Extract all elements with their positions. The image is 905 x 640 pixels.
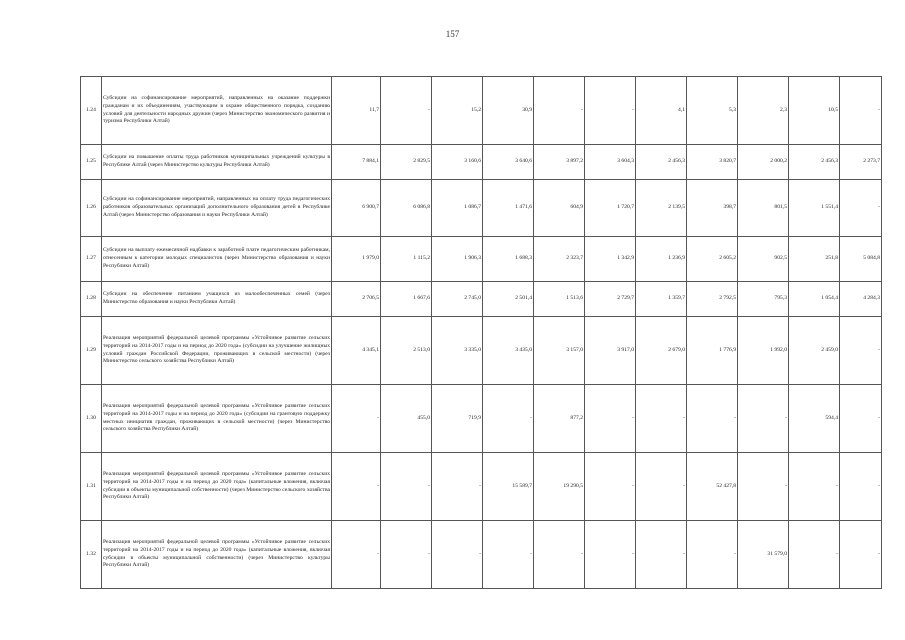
value-cell: 6 900,7 xyxy=(332,180,381,237)
value-cell: 455,0 xyxy=(381,385,432,453)
table-row xyxy=(81,145,882,180)
value-cell: 11,7 xyxy=(332,77,381,145)
value-cell: - xyxy=(534,77,585,145)
value-cell: - xyxy=(789,521,840,589)
value-cell: - xyxy=(534,521,585,589)
value-cell: - xyxy=(840,521,882,589)
value-cell: - xyxy=(332,385,381,453)
value-cell: 1 992,0 xyxy=(738,317,789,385)
value-cell: 2 459,0 xyxy=(789,317,840,385)
value-cell: - xyxy=(840,77,882,145)
value-cell: - xyxy=(432,453,483,521)
row-number-cell: 1.25 xyxy=(81,145,102,180)
value-cell: 1 979,0 xyxy=(332,237,381,282)
value-cell: 2 139,5 xyxy=(636,180,687,237)
value-cell: - xyxy=(332,453,381,521)
value-cell: - xyxy=(381,521,432,589)
value-cell: 3 897,2 xyxy=(534,145,585,180)
value-cell: - xyxy=(483,521,534,589)
value-cell: 3 917,0 xyxy=(585,317,636,385)
value-cell: - xyxy=(381,77,432,145)
measure-name-cell: Реализация мероприятий федеральной целевой программы «Устойчивое развитие сельских территорий на 2014-2017 годы и на период до 2020 года» (субсидии на грантовую поддержку местных инициатив граждан, проживающих в сельской местности) (через Министерство сельского хозяйства Республики Алтай) xyxy=(102,385,332,453)
value-cell: - xyxy=(585,385,636,453)
value-cell: 4 284,3 xyxy=(840,282,882,317)
value-cell: 902,5 xyxy=(738,237,789,282)
value-cell: 1 720,7 xyxy=(585,180,636,237)
value-cell: 15 589,7 xyxy=(483,453,534,521)
value-cell: 801,5 xyxy=(738,180,789,237)
value-cell: 594,4 xyxy=(789,385,840,453)
measure-name-cell: Реализация мероприятий федеральной целевой программы «Устойчивое развитие сельских территорий на 2014-2017 годы и на период до 2020 года» (капитальные вложения, включая субсидии в объекты муниципальной собственности) (через Министерство культуры Республики Алтай) xyxy=(102,521,332,589)
value-cell: 604,9 xyxy=(534,180,585,237)
measure-name-cell: Субсидии на софинансирование мероприятий, направленных на оказание поддержки гражданам и их объединениям, участвующим в охране общественного порядка, созданию условий для деятельности народных дружин (через Министерство экономического развития и туризма Республики Алтай) xyxy=(102,77,332,145)
value-cell: 30,9 xyxy=(483,77,534,145)
value-cell: 2 501,4 xyxy=(483,282,534,317)
value-cell: 719,9 xyxy=(432,385,483,453)
value-cell: - xyxy=(636,385,687,453)
row-number-cell: 1.32 xyxy=(81,521,102,589)
value-cell: 2 323,7 xyxy=(534,237,585,282)
value-cell: - xyxy=(432,521,483,589)
table-row xyxy=(81,521,882,589)
measure-name-cell: Субсидии на обеспечение питанием учащихся из малообеспеченных семей (через Министерство образования и науки Республики Алтай) xyxy=(102,282,332,317)
value-cell: 7 884,1 xyxy=(332,145,381,180)
value-cell: - xyxy=(840,453,882,521)
value-cell: - xyxy=(585,521,636,589)
value-cell: 1 054,4 xyxy=(789,282,840,317)
value-cell: 1 688,3 xyxy=(483,237,534,282)
value-cell: - xyxy=(585,77,636,145)
value-cell: - xyxy=(381,453,432,521)
value-cell: - xyxy=(636,453,687,521)
value-cell: - xyxy=(840,317,882,385)
value-cell: 1 471,6 xyxy=(483,180,534,237)
measure-name-cell: Реализация мероприятий федеральной целевой программы «Устойчивое развитие сельских территорий на 2014-2017 годы и на период до 2020 года» (капитальные вложения, включая субсидии в объекты муниципальной собственности) (через Министерство сельского хозяйства Республики Алтай) xyxy=(102,453,332,521)
value-cell: 2 605,2 xyxy=(687,237,738,282)
value-cell: 1 342,9 xyxy=(585,237,636,282)
row-number-cell: 1.27 xyxy=(81,237,102,282)
table-row xyxy=(81,453,882,521)
value-cell: 1 906,3 xyxy=(432,237,483,282)
measure-name-cell: Субсидии на повышение оплаты труда работников муниципальных учреждений культуры в Республике Алтай (через Министерство культуры Республики Алтай) xyxy=(102,145,332,180)
value-cell: 3 604,3 xyxy=(585,145,636,180)
value-cell: 398,7 xyxy=(687,180,738,237)
value-cell: 1 086,7 xyxy=(432,180,483,237)
value-cell: 5 084,8 xyxy=(840,237,882,282)
value-cell: - xyxy=(332,521,381,589)
row-number-cell: 1.31 xyxy=(81,453,102,521)
value-cell: 1 115,2 xyxy=(381,237,432,282)
value-cell: - xyxy=(483,385,534,453)
value-cell: 3 335,0 xyxy=(432,317,483,385)
value-cell: 3 435,0 xyxy=(483,317,534,385)
value-cell: 3 640,6 xyxy=(483,145,534,180)
value-cell: - xyxy=(789,453,840,521)
value-cell: 1 359,7 xyxy=(636,282,687,317)
value-cell: 2 745,0 xyxy=(432,282,483,317)
value-cell: 5,3 xyxy=(687,77,738,145)
value-cell: 6 086,8 xyxy=(381,180,432,237)
value-cell: - xyxy=(840,385,882,453)
table-row xyxy=(81,237,882,282)
value-cell: 2 000,2 xyxy=(738,145,789,180)
value-cell: - xyxy=(687,521,738,589)
value-cell: 1 667,6 xyxy=(381,282,432,317)
value-cell: 2 513,0 xyxy=(381,317,432,385)
value-cell: 10,5 xyxy=(789,77,840,145)
value-cell: 2 729,7 xyxy=(585,282,636,317)
value-cell: 2,3 xyxy=(738,77,789,145)
value-cell: 3 160,6 xyxy=(432,145,483,180)
value-cell: 1 513,6 xyxy=(534,282,585,317)
value-cell: 4 345,1 xyxy=(332,317,381,385)
row-number-cell: 1.29 xyxy=(81,317,102,385)
value-cell: 3 157,0 xyxy=(534,317,585,385)
table-row xyxy=(81,282,882,317)
value-cell: - xyxy=(585,453,636,521)
value-cell: - xyxy=(687,385,738,453)
value-cell: 2 829,5 xyxy=(381,145,432,180)
measure-name-cell: Субсидии на выплату ежемесячной надбавки к заработной плате педагогическим работникам, отнесенным к категории молодых специалистов (через Министерство образования и науки Республики Алтай) xyxy=(102,237,332,282)
value-cell: 795,3 xyxy=(738,282,789,317)
subsidy-table xyxy=(80,76,882,589)
value-cell: 2 706,5 xyxy=(332,282,381,317)
value-cell: 1 236,9 xyxy=(636,237,687,282)
value-cell: 15,2 xyxy=(432,77,483,145)
row-number-cell: 1.30 xyxy=(81,385,102,453)
value-cell: 1 776,9 xyxy=(687,317,738,385)
table-row xyxy=(81,77,882,145)
value-cell: 52 427,8 xyxy=(687,453,738,521)
value-cell: 19 290,5 xyxy=(534,453,585,521)
value-cell: 31 579,0 xyxy=(738,521,789,589)
value-cell: 2 792,5 xyxy=(687,282,738,317)
row-number-cell: 1.26 xyxy=(81,180,102,237)
value-cell: - xyxy=(636,521,687,589)
value-cell: 2 456,3 xyxy=(789,145,840,180)
table-row xyxy=(81,317,882,385)
value-cell: - xyxy=(738,453,789,521)
measure-name-cell: Реализация мероприятий федеральной целевой программы «Устойчивое развитие сельских территорий на 2014-2017 годы и на период до 2020 года» (субсидии на улучшение жилищных условий граждан Российской Федерации, проживающих в сельской местности) (через Министерство сельского хозяйства Республики Алтай) xyxy=(102,317,332,385)
value-cell: - xyxy=(738,385,789,453)
row-number-cell: 1.24 xyxy=(81,77,102,145)
value-cell: 2 679,0 xyxy=(636,317,687,385)
value-cell: 877,2 xyxy=(534,385,585,453)
value-cell: 251,8 xyxy=(789,237,840,282)
value-cell: 2 273,7 xyxy=(840,145,882,180)
measure-name-cell: Субсидии на софинансирование мероприятий, направленных на оплату труда педагогических работников образовательных организаций дополнительного образования детей в Республике Алтай (через Министерство образования и науки Республики Алтай) xyxy=(102,180,332,237)
row-number-cell: 1.28 xyxy=(81,282,102,317)
value-cell: 3 820,7 xyxy=(687,145,738,180)
value-cell: - xyxy=(840,180,882,237)
value-cell: 2 456,3 xyxy=(636,145,687,180)
table-row xyxy=(81,385,882,453)
page-number: 157 xyxy=(445,29,460,39)
table-row xyxy=(81,180,882,237)
value-cell: 4,1 xyxy=(636,77,687,145)
value-cell: 1 551,4 xyxy=(789,180,840,237)
